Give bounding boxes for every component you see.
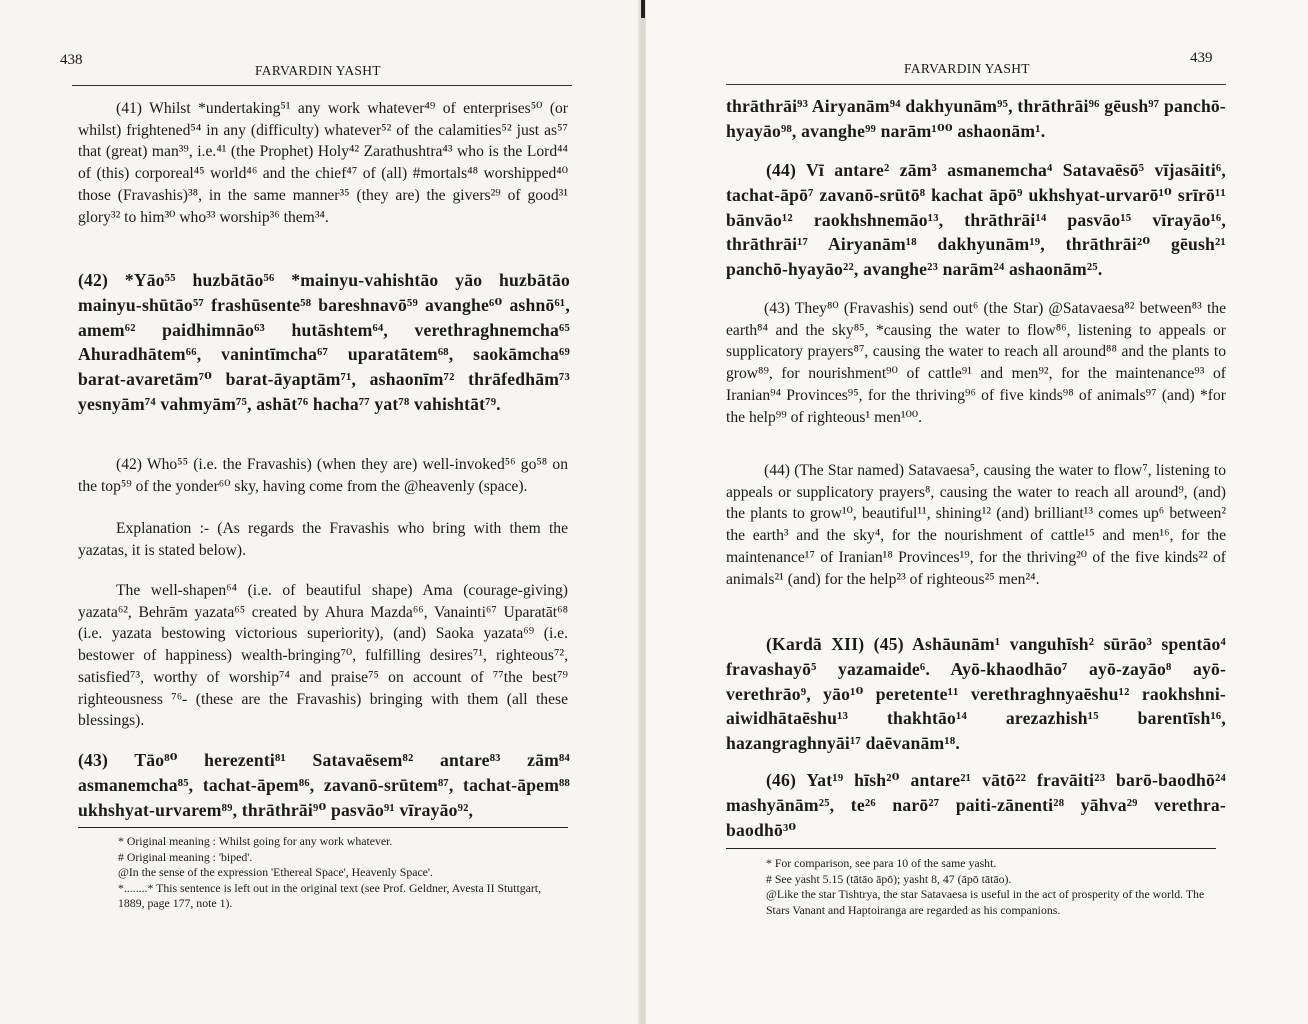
running-head-left: FARVARDIN YASHT bbox=[255, 63, 381, 78]
explanation-paragraph: Explanation :- (As regards the Fravashis who bring with them the yazatas, it is stated below). bbox=[78, 520, 568, 559]
footnote-item: # Original meaning : 'biped'. bbox=[118, 849, 253, 864]
footnote-rule-left bbox=[78, 827, 568, 828]
paragraph-43: (43) They⁸⁰ (Fravashis) send out⁶ (the Star) @Satavaesa⁸² between⁸³ the earth⁸⁴ and the sky⁸⁵, *causing the water to flow⁸⁶, listening to appeals or supplicatory prayers⁸⁷, causing the water to reach all around⁸⁸ and the plants to grow⁸⁹, for nourishment⁹⁰ of cattle⁹¹ and men⁹², for the maintenance⁹³ of Iranian⁹⁴ Provinces⁹⁵, for the thriving⁹⁶ of five kinds⁹⁸ of animals⁹⁷ (and) *for the help⁹⁹ of righteous¹ men¹⁰⁰. bbox=[726, 300, 1226, 426]
paragraph-44: (44) (The Star named) Satavaesa⁵, causing the water to flow⁷, listening to appeals or supplicatory prayers⁸, causing the water to reach all around⁹, (and) the plants to grow¹⁰, beautiful¹¹, shining¹² (and) brilliant¹³ comes up⁶ between² the earth³ and the sky⁴, for the nourishment of cattle¹⁵ and men¹⁶, for the maintenance¹⁷ of Iranian¹⁸ Provinces¹⁹, for the thriving²⁰ of the five kinds²² of animals²¹ (and) for the help²³ of righteous²⁵ men²⁴. bbox=[726, 462, 1226, 588]
header-rule-right bbox=[726, 84, 1226, 85]
avestan-verse-43: (43) Tāo⁸⁰ herezenti⁸¹ Satavaēsem⁸² antare⁸³ zām⁸⁴ asmanemcha⁸⁵, tachat-āpem⁸⁶, zavanō-srūtem⁸⁷, tachat-āpem⁸⁸ ukhshyat-urvarem⁸⁹, thrāthrāi⁹⁰ pasvāo⁹¹ vīrayāo⁹², bbox=[78, 750, 570, 820]
footnote-rule-right bbox=[726, 848, 1216, 849]
paragraph-well-shapen: The well-shapen⁶⁴ (i.e. of beautiful shape) Ama (courage-giving) yazata⁶², Behrām yazata⁶⁵ created by Ahura Mazda⁶⁶, Vanainti⁶⁷ Uparatāt⁶⁸ (i.e. yazata bestowing victorious superiority), (and) Saoka yazata⁶⁹ (i.e. bestower of happiness) wealth-bringing⁷⁰, fulfilling desires⁷¹, righteous⁷², satisfied⁷³, worthy of worship⁷⁴ and praise⁷⁵ on account of ⁷⁷the best⁷⁹ righteousness ⁷⁶- (these are the Fravashis) bringing with them (all these blessings). bbox=[78, 582, 568, 730]
paragraph-42: (42) Who⁵⁵ (i.e. the Fravashis) (when they are) well-invoked⁵⁶ go⁵⁸ on the top⁵⁹ of the yonder⁶⁰ sky, having come from the @heavenly (space). bbox=[78, 456, 568, 495]
gutter-mark bbox=[641, 0, 645, 18]
avestan-verse-42: (42) *Yāo⁵⁵ huzbātāo⁵⁶ *mainyu-vahishtāo yāo huzbātāo mainyu-shūtāo⁵⁷ frashūsente⁵⁸ bareshnavō⁵⁹ avanghe⁶⁰ ashnō⁶¹, amem⁶² paidhimnāo⁶³ hutāshtem⁶⁴, verethraghnemcha⁶⁵ Ahuradhātem⁶⁶, vanintīmcha⁶⁷ uparatātem⁶⁸, saokāmcha⁶⁹ barat-avaretām⁷⁰ barat-āyaptām⁷¹, ashaonīm⁷² thrāfedhām⁷³ yesnyām⁷⁴ vahmyām⁷⁵, ashāt⁷⁶ hacha⁷⁷ yat⁷⁸ vahishtāt⁷⁹. bbox=[78, 270, 570, 414]
footnote-item: *........* This sentence is left out in the original text (see Prof. Geldner, Avesta II Stuttgart, 1889, page 177, note 1). bbox=[118, 880, 542, 911]
footnote-item: * For comparison, see para 10 of the same yasht. bbox=[766, 856, 997, 870]
avestan-verse-45: (Kardā XII) (45) Ashāunām¹ vanguhīsh² sūrāo³ spentāo⁴ fravashayō⁵ yazamaide⁶. Ayō-khaodhāo⁷ ayō-zayāo⁸ ayō-verethrāo⁹, yāo¹⁰ peretente¹¹ verethraghnyaēshu¹² raokhshni-aiwidhātaēshu¹³ thakhtāo¹⁴ arezazhish¹⁵ barentīsh¹⁶, hazangraghnyāi¹⁷ daēvanām¹⁸. bbox=[726, 634, 1226, 754]
footnotes-right bbox=[726, 856, 1216, 918]
footnote-item: @Like the star Tishtrya, the star Satavaesa is useful in the act of prosperity of the world. The Stars Vanant and Haptoiranga are regarded as his companions. bbox=[766, 887, 1205, 917]
avestan-verse-46: (46) Yat¹⁹ hīsh²⁰ antare²¹ vātō²² fravāiti²³ barō-baodhō²⁴ mashyānām²⁵, te²⁶ narō²⁷ paiti-zānenti²⁸ yāhva²⁹ verethra-baodhō³⁰ bbox=[726, 770, 1226, 840]
footnotes-left bbox=[78, 834, 568, 912]
avestan-verse-44: (44) Vī antare² zām³ asmanemcha⁴ Satavaēsō⁵ vījasāiti⁶, tachat-āpō⁷ zavanō-srūtō⁸ kachat āpō⁹ ukhshyat-urvarō¹⁰ srīrō¹¹ bānvāo¹² raokhshnemāo¹³, thrāthrāi¹⁴ pasvāo¹⁵ vīrayāo¹⁶, thrāthrāi¹⁷ Airyanām¹⁸ dakhyunām¹⁹, thrāthrāi²⁰ gēush²¹ panchō-hyayāo²², avanghe²³ narām²⁴ ashaonām²⁵. bbox=[726, 160, 1226, 280]
header-rule-left bbox=[72, 85, 572, 86]
page-number-right: 439 bbox=[1190, 50, 1213, 66]
page-number-left: 438 bbox=[60, 52, 83, 68]
running-head-right: FARVARDIN YASHT bbox=[904, 61, 1030, 76]
footnote-item: * Original meaning : Whilst going for any work whatever. bbox=[118, 834, 393, 848]
paragraph-41: (41) Whilst *undertaking⁵¹ any work whatever⁴⁹ of enterprises⁵⁰ (or whilst) frightened⁵⁴ in any (difficulty) whatever⁵² of the calamities⁵² just as⁵⁷ that (great) man³⁹, i.e.⁴¹ (the Prophet) Holy⁴² Zarathushtra⁴³ who is the Lord⁴⁴ of (this) corporeal⁴⁵ world⁴⁶ and the chief⁴⁷ of (all) #mortals⁴⁸ worshipped⁴⁰ those (Fravashis)³⁸, in the same manner³⁵ (they are) the givers²⁹ of good³¹ glory³² to him³⁰ who³³ worship³⁶ them³⁴. bbox=[78, 100, 568, 226]
footnote-item: # See yasht 5.15 (tātāo āpō); yasht 8, 47 (āpō tātāo). bbox=[766, 871, 1012, 886]
footnote-item: @In the sense of the expression 'Ethereal Space', Heavenly Space'. bbox=[118, 865, 433, 880]
avestan-verse-cont: thrāthrāi⁹³ Airyanām⁹⁴ dakhyunām⁹⁵, thrāthrāi⁹⁶ gēush⁹⁷ panchō-hyayāo⁹⁸, avanghe⁹⁹ narām¹⁰⁰ ashaonām¹. bbox=[726, 96, 1226, 141]
right-page bbox=[646, 0, 1308, 1024]
left-page bbox=[0, 0, 640, 1024]
